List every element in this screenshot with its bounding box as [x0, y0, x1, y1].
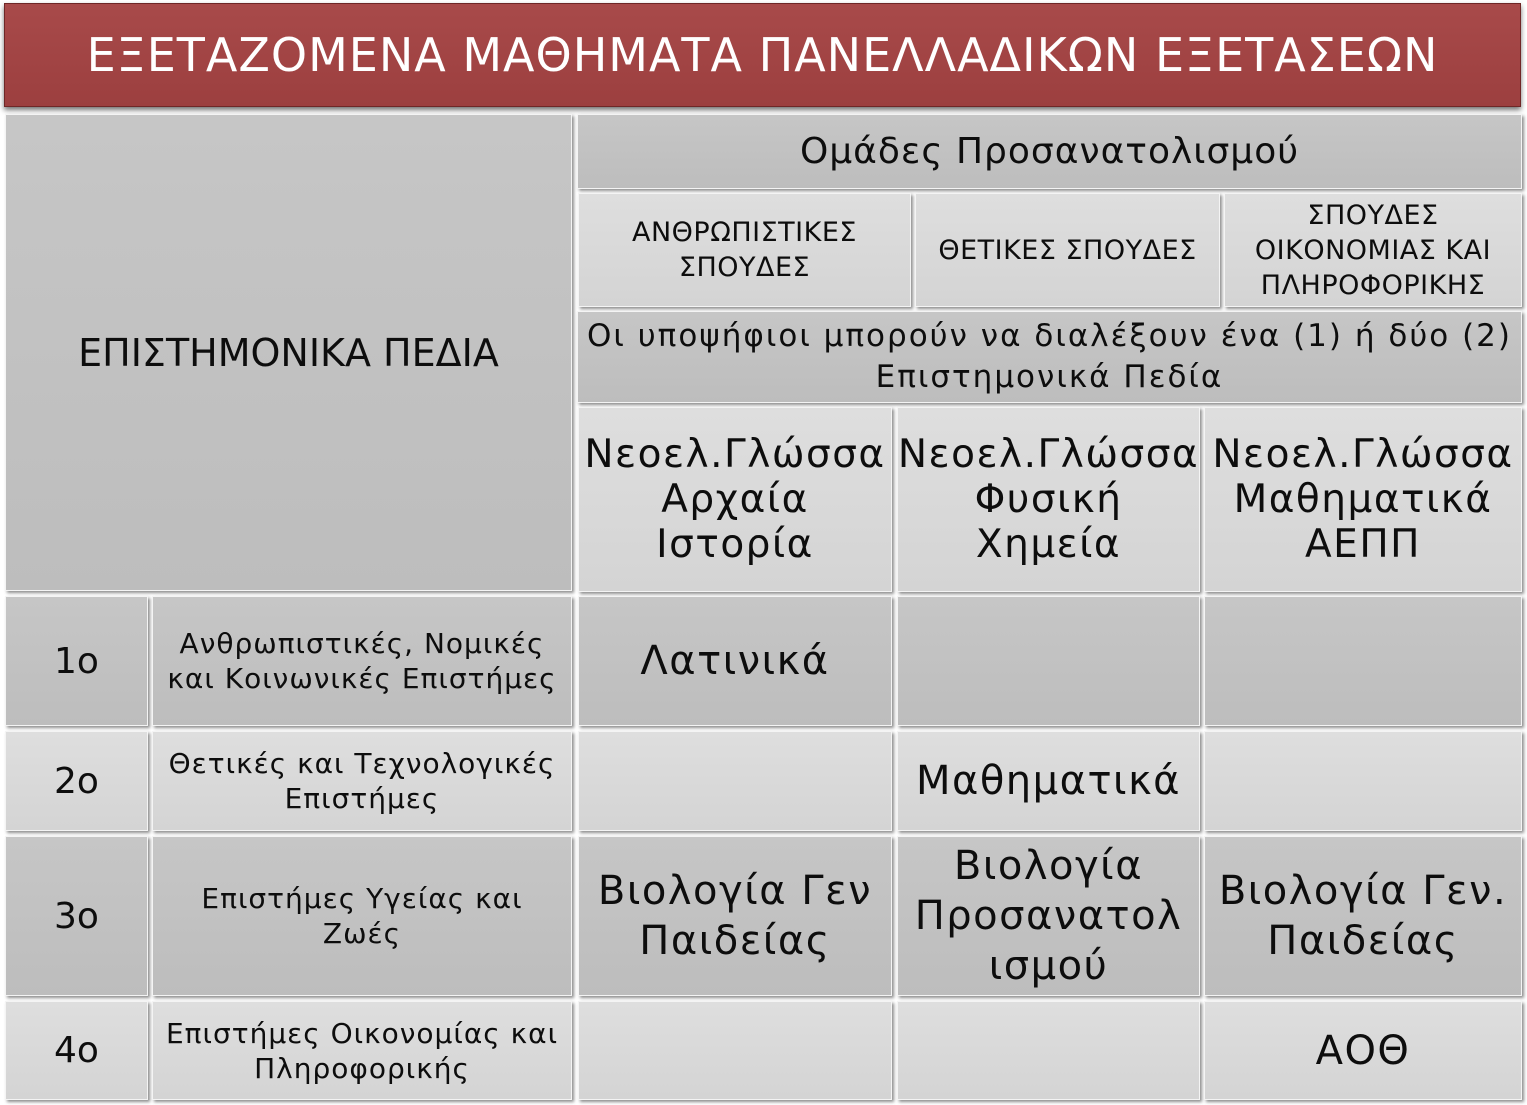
field-name: Ανθρωπιστικές, Νομικές και Κοινωνικές Επιστήμες — [152, 596, 572, 726]
field-subject — [578, 1001, 892, 1100]
selection-note: Οι υποψήφιοι μπορούν να διαλέξουν ένα (1) ή δύο (2) Επιστημονικά Πεδία — [577, 311, 1522, 403]
field-subject: ΑΟΘ — [1204, 1001, 1522, 1100]
core-subjects-humanities: Νεοελ.Γλώσσα Αρχαία Ιστορία — [578, 407, 892, 592]
field-number: 2ο — [5, 731, 148, 831]
field-number: 1ο — [5, 596, 148, 726]
field-subject: Βιολογία Γεν Παιδείας — [578, 836, 892, 996]
field-subject — [1204, 596, 1522, 726]
orientation-groups-header: Ομάδες Προσανατολισμού — [577, 114, 1522, 189]
field-subject — [897, 596, 1200, 726]
field-name: Επιστήμες Οικονομίας και Πληροφορικής — [152, 1001, 572, 1100]
group-humanities: ΑΝΘΡΩΠΙΣΤΙΚΕΣ ΣΠΟΥΔΕΣ — [578, 193, 911, 307]
field-subject: Βιολογία Προσανατολ ισμού — [897, 836, 1200, 996]
core-subjects-sciences: Νεοελ.Γλώσσα Φυσική Χημεία — [897, 407, 1200, 592]
field-subject: Βιολογία Γεν. Παιδείας — [1204, 836, 1522, 996]
page-title: ΕΞΕΤΑΖΟΜΕΝΑ ΜΑΘΗΜΑΤΑ ΠΑΝΕΛΛΑΔΙΚΩΝ ΕΞΕΤΑΣΕΩΝ — [4, 3, 1521, 107]
field-subject: Μαθηματικά — [897, 731, 1200, 831]
field-number: 3ο — [5, 836, 148, 996]
field-name: Επιστήμες Υγείας και Ζωές — [152, 836, 572, 996]
group-sciences: ΘΕΤΙΚΕΣ ΣΠΟΥΔΕΣ — [915, 193, 1220, 307]
core-subjects-economics: Νεοελ.Γλώσσα Μαθηματικά ΑΕΠΠ — [1204, 407, 1522, 592]
group-economics-informatics: ΣΠΟΥΔΕΣ ΟΙΚΟΝΟΜΙΑΣ ΚΑΙ ΠΛΗΡΟΦΟΡΙΚΗΣ — [1224, 193, 1522, 307]
field-number: 4ο — [5, 1001, 148, 1100]
field-subject — [1204, 731, 1522, 831]
field-name: Θετικές και Τεχνολογικές Επιστήμες — [152, 731, 572, 831]
field-subject — [578, 731, 892, 831]
scientific-fields-header: ΕΠΙΣΤΗΜΟΝΙΚΑ ΠΕΔΙΑ — [5, 114, 572, 591]
field-subject — [897, 1001, 1200, 1100]
field-subject: Λατινικά — [578, 596, 892, 726]
